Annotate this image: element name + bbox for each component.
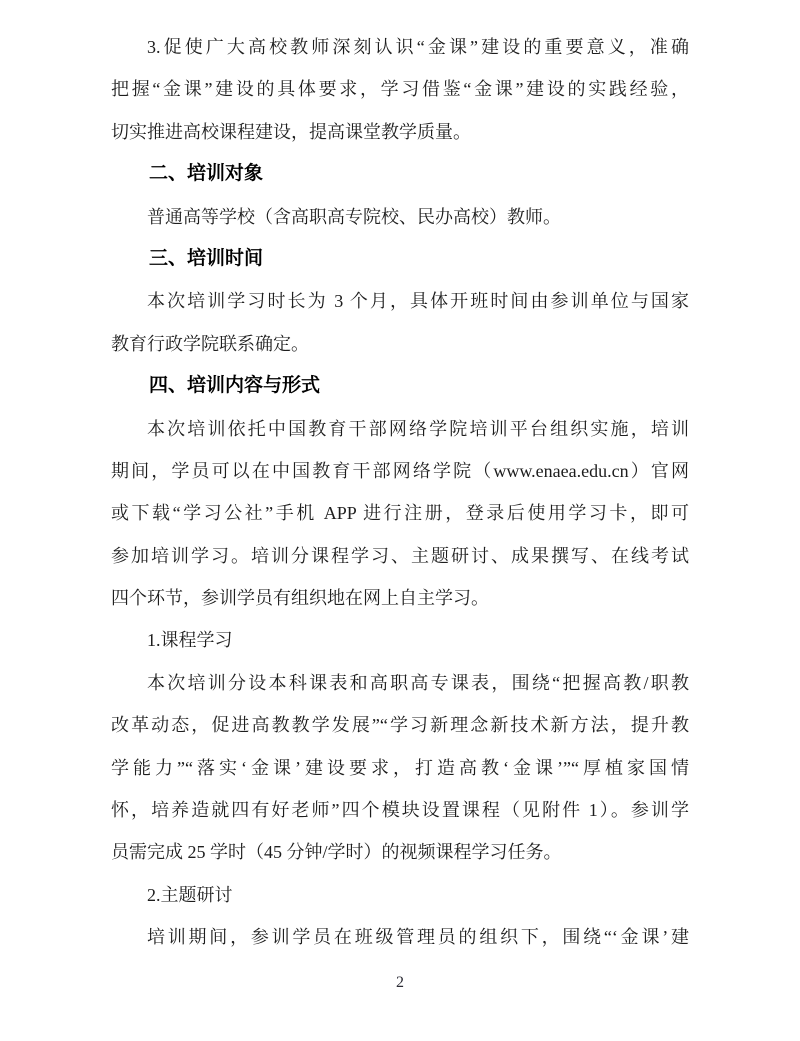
sub-item-course-study: 1.课程学习 bbox=[147, 630, 233, 651]
paragraph-line: 期间，学员可以在中国教育干部网络学院（www.enaea.edu.cn）官网 bbox=[111, 460, 689, 481]
paragraph-line: 教育行政学院联系确定。 bbox=[111, 333, 309, 354]
paragraph-line: 普通高等学校（含高职高专院校、民办高校）教师。 bbox=[147, 206, 561, 227]
paragraph-line: 3.促使广大高校教师深刻认识“金课”建设的重要意义，准确 bbox=[147, 37, 689, 57]
paragraph-line: 学能力”“落实‘金课’建设要求，打造高教‘金课’”“厚植家国情 bbox=[111, 757, 689, 778]
paragraph-line: 参加培训学习。培训分课程学习、主题研讨、成果撰写、在线考试 bbox=[111, 545, 689, 566]
section-heading-training-target: 二、培训对象 bbox=[149, 163, 264, 185]
section-heading-training-content: 四、培训内容与形式 bbox=[149, 375, 321, 397]
paragraph-line: 改革动态，促进高教教学发展”“学习新理念新技术新方法，提升教 bbox=[111, 715, 689, 736]
document-body bbox=[111, 26, 689, 959]
sub-item-topic-discussion: 2.主题研讨 bbox=[147, 884, 233, 905]
paragraph-line: 四个环节，参训学员有组织地在网上自主学习。 bbox=[111, 588, 489, 609]
paragraph-line: 本次培训依托中国教育干部网络学院培训平台组织实施，培训 bbox=[147, 418, 689, 439]
section-heading-training-time: 三、培训时间 bbox=[149, 247, 264, 269]
paragraph-line: 培训期间，参训学员在班级管理员的组织下，围绕“‘金课’建 bbox=[147, 927, 689, 948]
paragraph-line: 或下载“学习公社”手机 APP 进行注册，登录后使用学习卡，即可 bbox=[111, 503, 689, 524]
paragraph-line: 把握“金课”建设的具体要求，学习借鉴“金课”建设的实践经验， bbox=[111, 79, 689, 100]
paragraph-line: 员需完成 25 学时（45 分钟/学时）的视频课程学习任务。 bbox=[111, 842, 562, 863]
paragraph-line: 本次培训分设本科课表和高职高专课表，围绕“把握高教/职教 bbox=[147, 672, 689, 693]
paragraph-line: 切实推进高校课程建设，提高课堂教学质量。 bbox=[111, 121, 471, 142]
paragraph-line: 本次培训学习时长为 3 个月，具体开班时间由参训单位与国家 bbox=[147, 291, 689, 312]
page-number: 2 bbox=[396, 974, 404, 991]
paragraph-line: 怀，培养造就四有好老师”四个模块设置课程（见附件 1）。参训学 bbox=[111, 800, 689, 821]
